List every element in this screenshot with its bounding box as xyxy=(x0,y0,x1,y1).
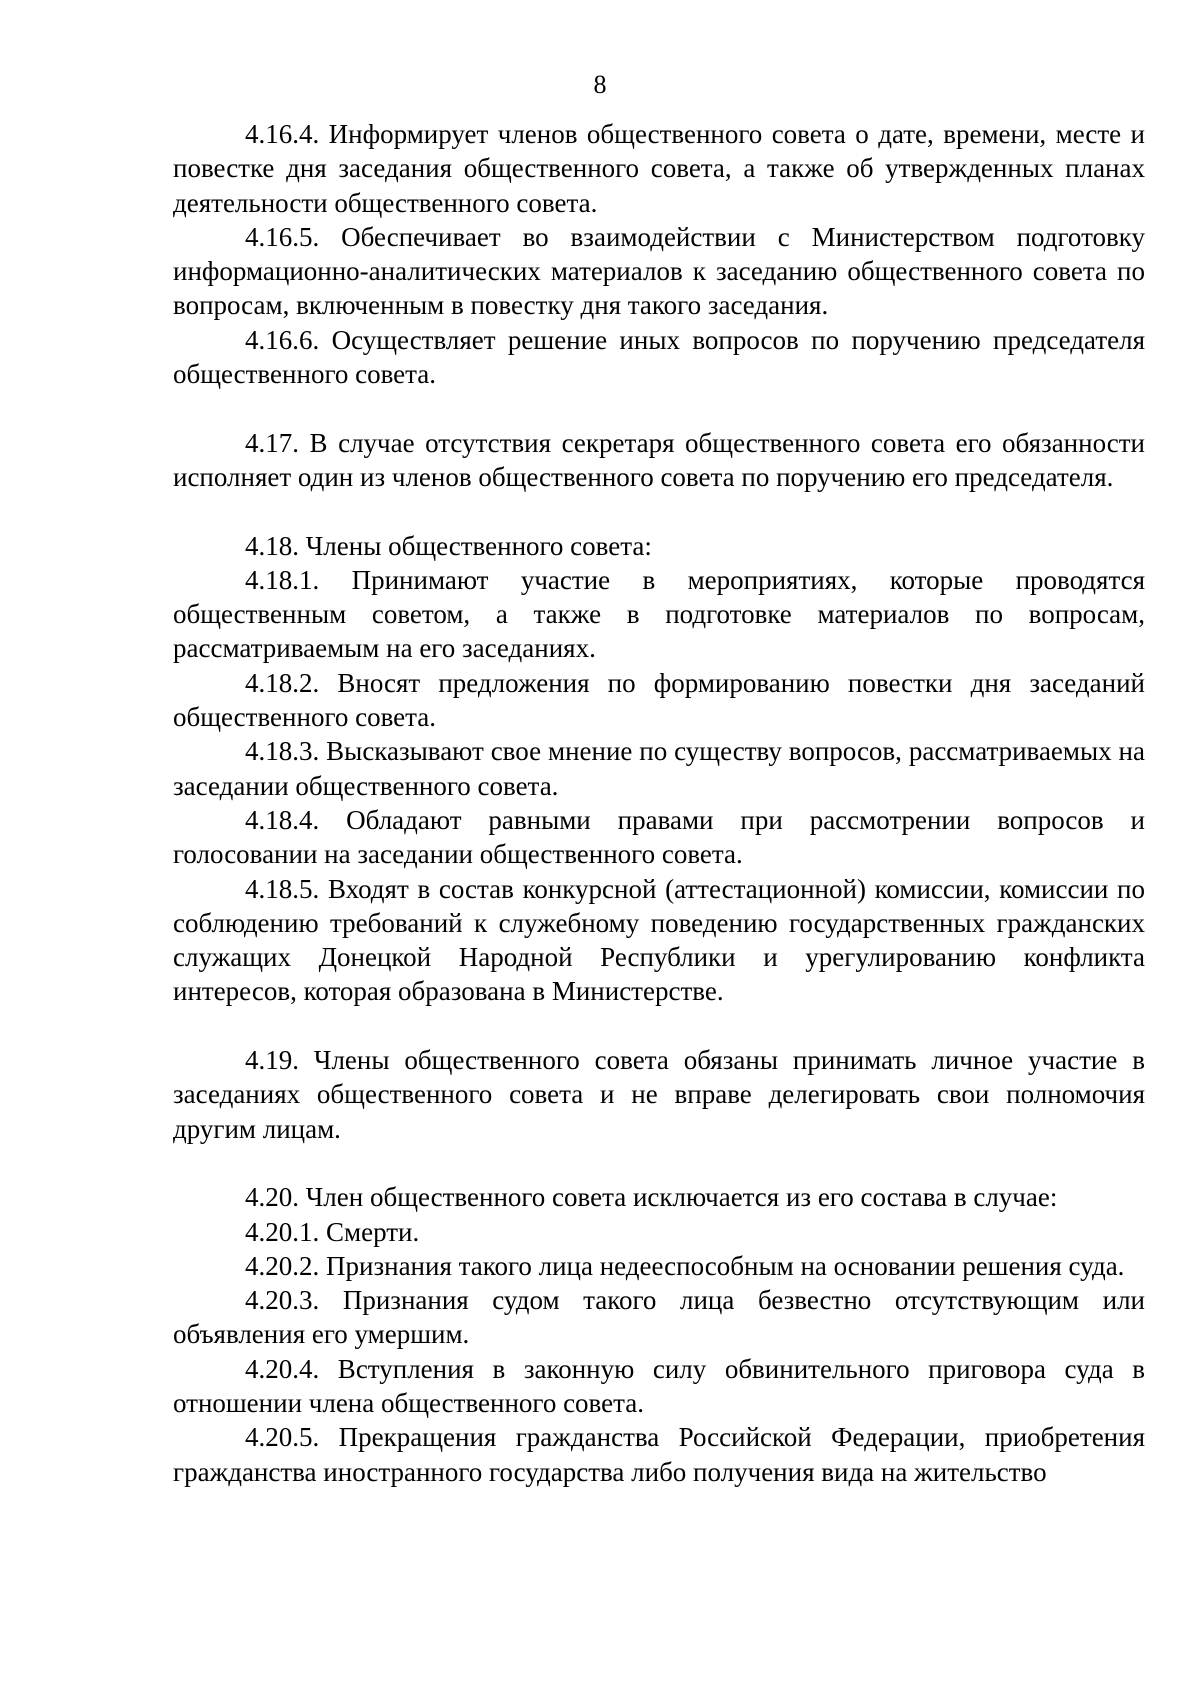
paragraph-4-18-5: 4.18.5. Входят в состав конкурсной (аттестационной) комиссии, комиссии по соблюдению требований к служебному поведению государственных гражданских служащих Донецкой Народной Республики и урегулированию конфликта интересов, которая образована в Министерстве. xyxy=(173,873,1145,1007)
paragraph-4-19: 4.19. Члены общественного совета обязаны принимать личное участие в заседаниях общественного совета и не вправе делегировать свои полномочия другим лицам. xyxy=(173,1045,1145,1144)
paragraph-4-16-6: 4.16.6. Осуществляет решение иных вопросов по поручению председателя общественного совета. xyxy=(173,324,1145,390)
paragraph-4-18: 4.18. Члены общественного совета: xyxy=(245,530,652,561)
paragraph-4-20-3: 4.20.3. Признания судом такого лица безвестно отсутствующим или объявления его умершим. xyxy=(173,1285,1145,1350)
paragraph-4-20-1: 4.20.1. Смерти. xyxy=(245,1216,420,1247)
paragraph-4-18-2: 4.18.2. Вносят предложения по формированию повестки дня заседаний общественного совета. xyxy=(173,667,1145,733)
paragraph-4-16-5: 4.16.5. Обеспечивает во взаимодействии с Министерством подготовку информационно-аналитических материалов к заседанию общественного совета по вопросам, включенным в повестку дня такого заседания. xyxy=(173,221,1145,321)
paragraph-4-20-2: 4.20.2. Признания такого лица недееспособным на основании решения суда. xyxy=(245,1250,1125,1281)
document-body xyxy=(173,117,1145,1489)
paragraph-4-18-3: 4.18.3. Высказывают свое мнение по существу вопросов, рассматриваемых на заседании общественного совета. xyxy=(173,736,1145,801)
paragraph-4-18-1: 4.18.1. Принимают участие в мероприятиях, которые проводятся общественным советом, а также в подготовке материалов по вопросам, рассматриваемым на его заседаниях. xyxy=(173,564,1145,664)
paragraph-4-17: 4.17. В случае отсутствия секретаря общественного совета его обязанности исполняет один из членов общественного совета по поручению его председателя. xyxy=(173,427,1145,492)
paragraph-4-20: 4.20. Член общественного совета исключается из его состава в случае: xyxy=(245,1182,1058,1213)
page-number: 8 xyxy=(593,70,607,99)
paragraph-4-18-4: 4.18.4. Обладают равными правами при рассмотрении вопросов и голосовании на заседании общественного совета. xyxy=(173,804,1145,870)
paragraph-4-20-5: 4.20.5. Прекращения гражданства Российской Федерации, приобретения гражданства иностранного государства либо получения вида на жительство xyxy=(173,1422,1145,1487)
paragraph-4-20-4: 4.20.4. Вступления в законную силу обвинительного приговора суда в отношении члена общественного совета. xyxy=(173,1353,1145,1418)
paragraph-4-16-4: 4.16.4. Информирует членов общественного совета о дате, времени, месте и повестке дня заседания общественного совета, а также об утвержденных планах деятельности общественного совета. xyxy=(173,119,1145,218)
